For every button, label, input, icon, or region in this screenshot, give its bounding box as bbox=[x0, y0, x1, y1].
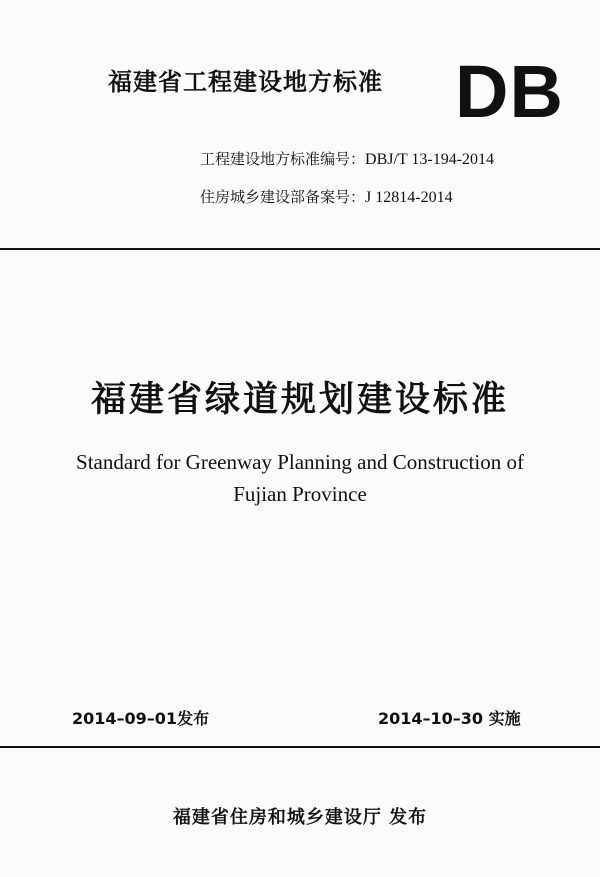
top-divider bbox=[0, 248, 600, 250]
title-chinese: 福建省绿道规划建设标准 bbox=[90, 380, 509, 420]
record-number-value: J 12814-2014 bbox=[365, 189, 453, 206]
standard-number-value: DBJ/T 13-194-2014 bbox=[365, 151, 495, 168]
standard-series-title: 福建省工程建设地方标准 bbox=[108, 68, 383, 96]
record-number-label: 住房城乡建设部备案号： bbox=[200, 188, 366, 206]
title-english-line-2: Fujian Province bbox=[233, 482, 367, 506]
standard-number-line bbox=[200, 148, 494, 169]
bottom-divider bbox=[0, 746, 600, 748]
implementation-date: 2014–10–30 实施 bbox=[378, 709, 521, 728]
publisher: 福建省住房和城乡建设厅 发布 bbox=[172, 807, 428, 828]
db-mark: DB bbox=[455, 50, 564, 133]
issue-date: 2014–09–01发布 bbox=[72, 709, 210, 728]
title-english-line-1: Standard for Greenway Planning and Construction of bbox=[76, 450, 524, 474]
record-number-line bbox=[200, 186, 453, 207]
standard-number-label: 工程建设地方标准编号： bbox=[200, 150, 366, 168]
